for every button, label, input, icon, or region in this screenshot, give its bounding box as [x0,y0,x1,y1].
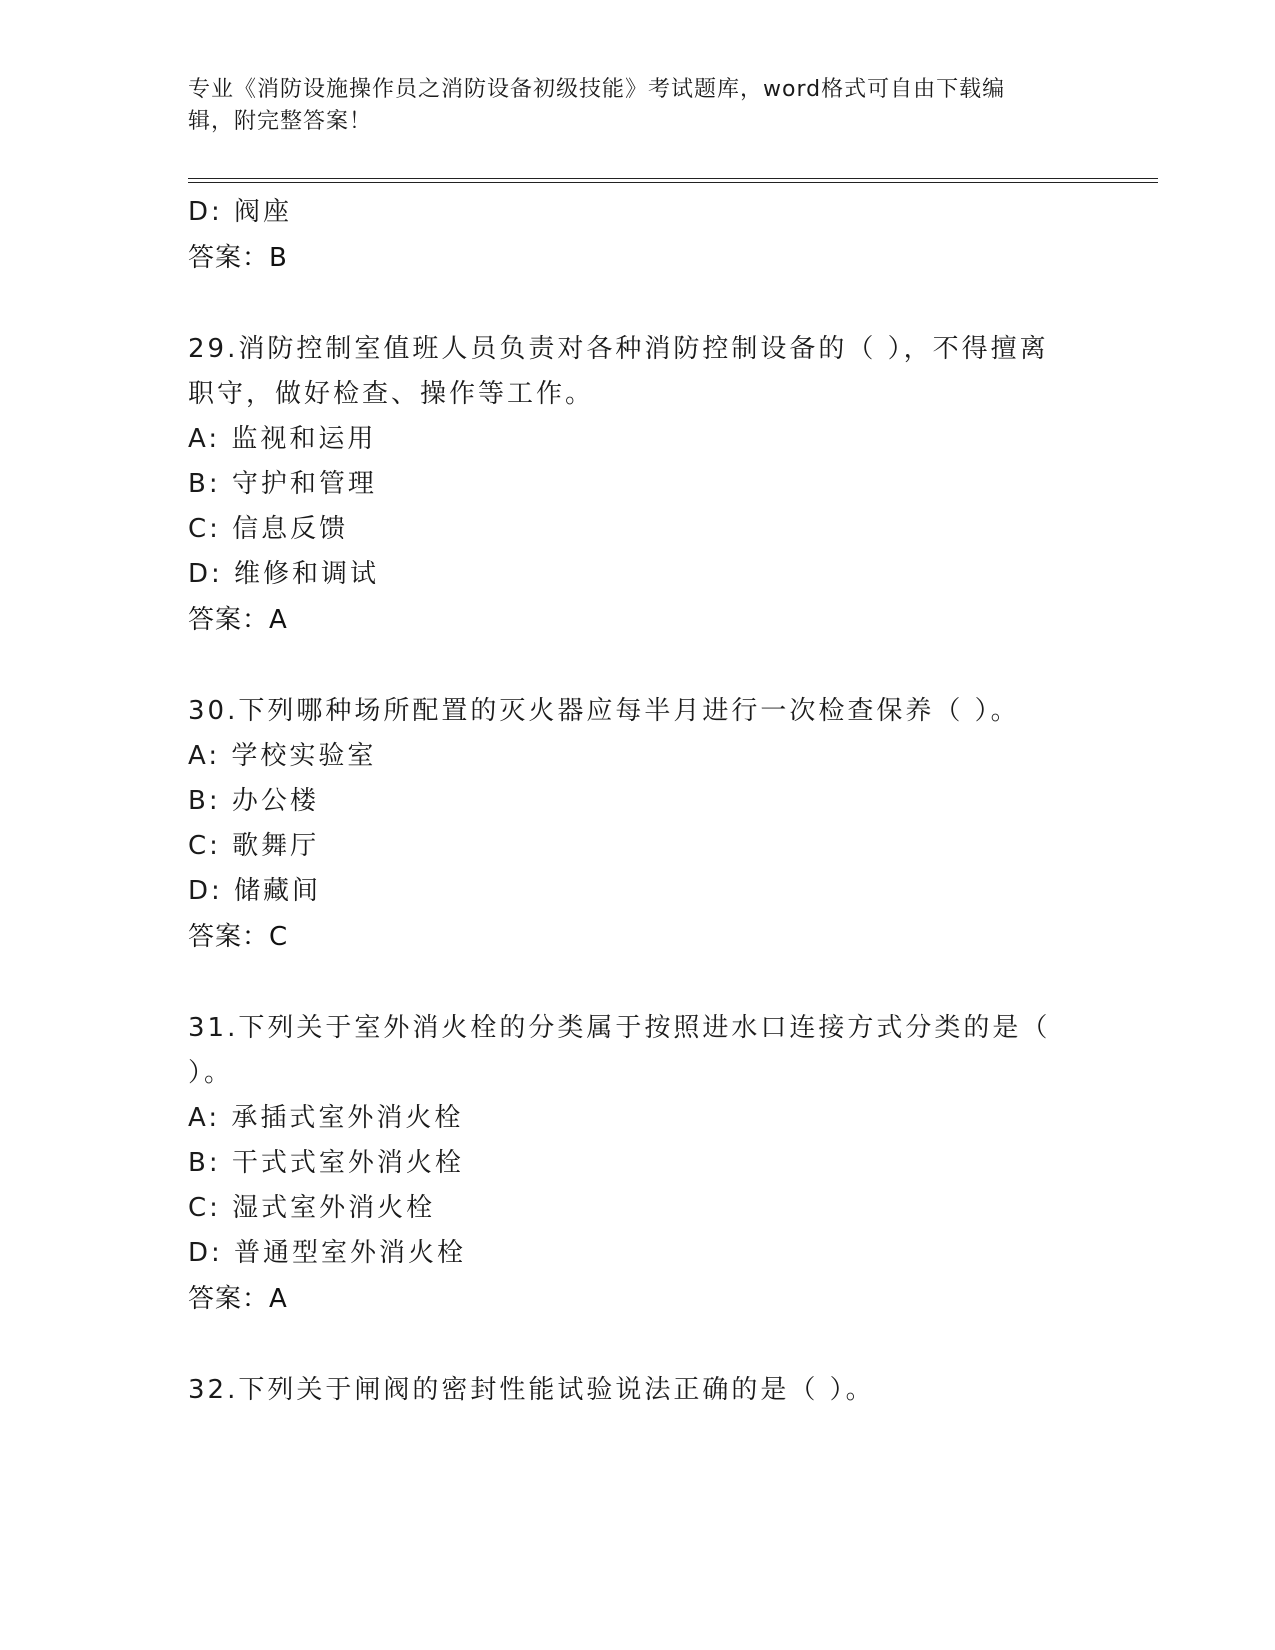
header-line-2: 辑，附完整答案！ [188,109,373,134]
question-stem-continued: 职守，做好检查、操作等工作。 [188,379,595,409]
spacer [188,643,1088,689]
answer-line: 答案：C [188,922,289,952]
question-stem: 32.下列关于闸阀的密封性能试验说法正确的是（ ）。 [188,1375,875,1405]
answer-line: 答案：A [188,1284,288,1314]
question-stem: 29.消防控制室值班人员负责对各种消防控制设备的（ ），不得擅离 [188,334,1049,364]
option-c: C: 信息反馈 [188,514,349,544]
option-d: D: 阀座 [188,197,293,227]
question-stem: 30.下列哪种场所配置的灭火器应每半月进行一次检查保养（ ）。 [188,696,1020,726]
question-stem: 31.下列关于室外消火栓的分类属于按照进水口连接方式分类的是（ [188,1013,1051,1043]
answer-line: 答案：A [188,605,288,635]
answer-line: 答案：B [188,243,288,273]
option-d: D: 储藏间 [188,876,322,906]
option-c: C: 歌舞厅 [188,831,320,861]
header-line-1: 专业《消防设施操作员之消防设备初级技能》考试题库，word格式可自由下载编 [188,77,1006,102]
option-a: A: 承插式室外消火栓 [188,1103,464,1133]
header-divider-bottom [188,182,1158,183]
spacer [188,281,1088,327]
option-b: B: 守护和管理 [188,469,377,499]
header-divider-top [188,178,1158,179]
spacer [188,960,1088,1006]
question-32 [188,1368,1088,1413]
question-28-tail [188,190,1088,281]
option-d: D: 普通型室外消火栓 [188,1238,467,1268]
question-stem-continued: ）。 [188,1058,234,1088]
option-c: C: 湿式室外消火栓 [188,1193,436,1223]
option-b: B: 办公楼 [188,786,319,816]
spacer [188,1322,1088,1368]
option-d: D: 维修和调试 [188,559,380,589]
question-29 [188,327,1088,643]
question-list [188,190,1088,1413]
page-header [188,74,1068,138]
question-30 [188,689,1088,960]
option-b: B: 干式式室外消火栓 [188,1148,464,1178]
question-31 [188,1006,1088,1322]
option-a: A: 学校实验室 [188,741,377,771]
option-a: A: 监视和运用 [188,424,377,454]
